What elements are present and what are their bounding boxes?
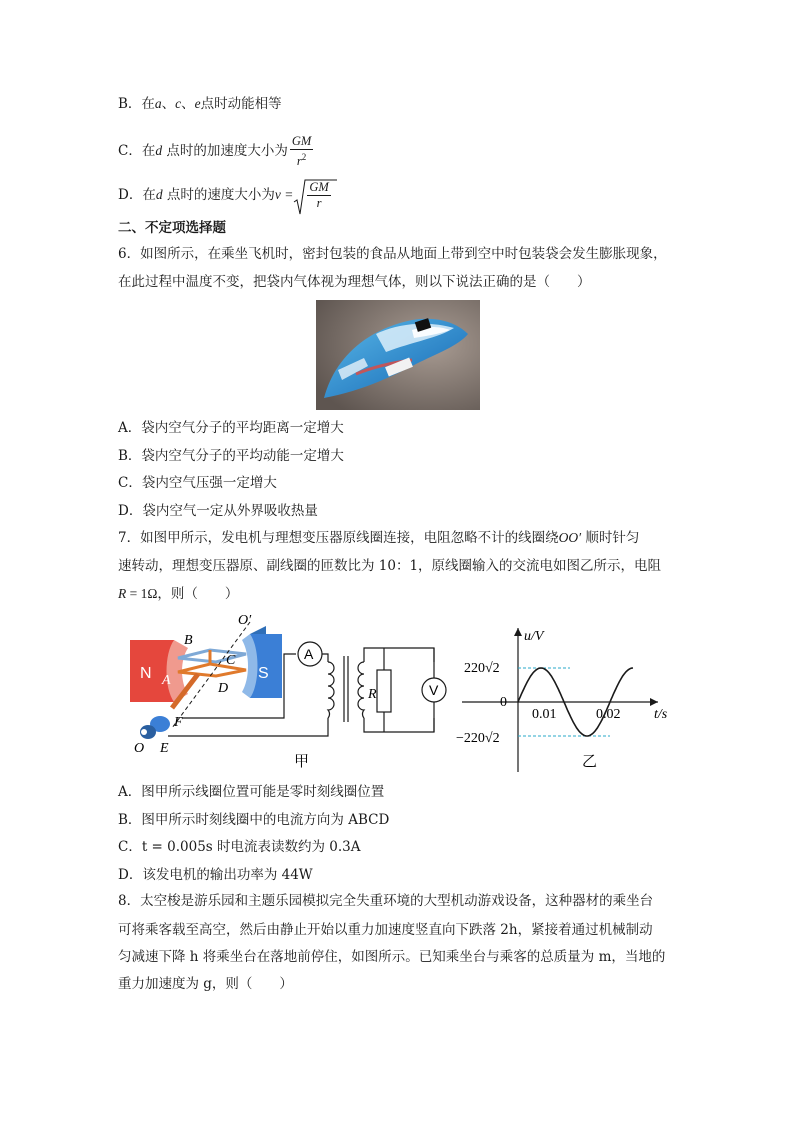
ammeter-label: A — [304, 646, 314, 662]
label-o-prime: O′ — [238, 614, 252, 628]
q7-option-b: B．图甲所示时刻线圈中的电流方向为 ABCD — [118, 812, 390, 828]
primary-coil — [328, 662, 334, 718]
q8-stem-line1: 8．太空梭是游乐园和主题乐园模拟完全失重环境的大型机动游戏设备，这种器材的乘坐台 — [118, 893, 654, 909]
q7-figure — [118, 614, 678, 780]
q6-stem-line2: 在此过程中温度不变，把袋内气体视为理想气体，则以下说法正确的是（ ） — [118, 274, 591, 290]
label-d: D — [218, 681, 229, 696]
magnet-n-label: N — [140, 665, 152, 682]
resistor-label: R — [368, 687, 377, 702]
generator-diagram — [130, 614, 446, 770]
origin-label: 0 — [500, 695, 507, 710]
tick-pos-label: 220√2 — [464, 661, 500, 676]
label-f: F — [174, 715, 183, 730]
caption-jia: 甲 — [294, 752, 310, 770]
q6-option-b: B．袋内空气分子的平均动能一定增大 — [118, 448, 344, 464]
section-heading: 二、不定项选择题 — [118, 220, 226, 236]
q5-option-b: B．在a、c、e点时动能相等 — [118, 96, 282, 112]
waveform-graph — [456, 628, 668, 772]
y-axis-label: u/V — [524, 629, 544, 644]
q7-option-d: D．该发电机的输出功率为 44W — [118, 867, 313, 883]
q6-stem-line1: 6．如图所示，在乘坐飞机时，密封包装的食品从地面上带到空中时包装袋会发生膨胀现象， — [118, 246, 667, 262]
q7-option-a: A．图甲所示线圈位置可能是零时刻线圈位置 — [118, 784, 385, 800]
tick-neg-label: −220√2 — [456, 731, 500, 746]
q8-stem-line4: 重力加速度为 g，则（ ） — [118, 976, 293, 992]
caption-yi: 乙 — [582, 752, 598, 770]
q7-option-c: C．t = 0.005s 时电流表读数约为 0.3A — [118, 839, 361, 855]
label-e: E — [160, 741, 169, 756]
q7-stem-line1: 7．如图甲所示，发电机与理想变压器原线圈连接，电阻忽略不计的线圈绕OO′ 顺时针匀 — [118, 530, 640, 546]
q7-stem-line2: 速转动，理想变压器原、副线圈的匝数比为 10：1，原线圈输入的交流电如图乙所示，电阻 — [118, 558, 662, 574]
q6-option-a: A．袋内空气分子的平均距离一定增大 — [118, 420, 344, 436]
magnet-s-label: S — [258, 665, 269, 682]
x-axis-label: t/s — [654, 707, 668, 722]
voltmeter-label: V — [429, 682, 439, 698]
sqrt-gm-over-r: $\frac{GM}{r}$ — [293, 180, 330, 211]
q6-option-d: D．袋内空气一定从外界吸收热量 — [118, 503, 318, 519]
gm-over-r2-fraction: $\frac{GM}{r^2}$ — [291, 134, 312, 169]
sealed-food-bag-photo — [316, 300, 480, 410]
label-o: O — [134, 741, 145, 756]
tick-002-label: 0.02 — [596, 707, 621, 722]
label-a: A — [162, 673, 171, 688]
q5-option-c: C．在d 点时的加速度大小为 $\frac{GM}{r^2}$ — [118, 134, 312, 169]
q8-stem-line2: 可将乘客载至高空，然后由静止开始以重力加速度竖直向下跌落 2h，紧接着通过机械制动 — [118, 922, 653, 938]
q5-option-d: D．在d 点时的速度大小为v = $\frac{GM}{r}$ — [118, 180, 331, 211]
tick-001-label: 0.01 — [532, 707, 557, 722]
label-b: B — [184, 633, 193, 648]
secondary-coil — [358, 662, 364, 718]
q6-option-c: C．袋内空气压强一定增大 — [118, 475, 277, 491]
resistor — [377, 670, 391, 712]
q7-stem-line3: R = 1Ω，则（ ） — [118, 586, 239, 602]
q8-stem-line3: 匀减速下降 h 将乘坐台在落地前停住，如图所示。已知乘坐台与乘客的总质量为 m，当地的 — [118, 949, 666, 965]
label-c: C — [226, 653, 236, 668]
